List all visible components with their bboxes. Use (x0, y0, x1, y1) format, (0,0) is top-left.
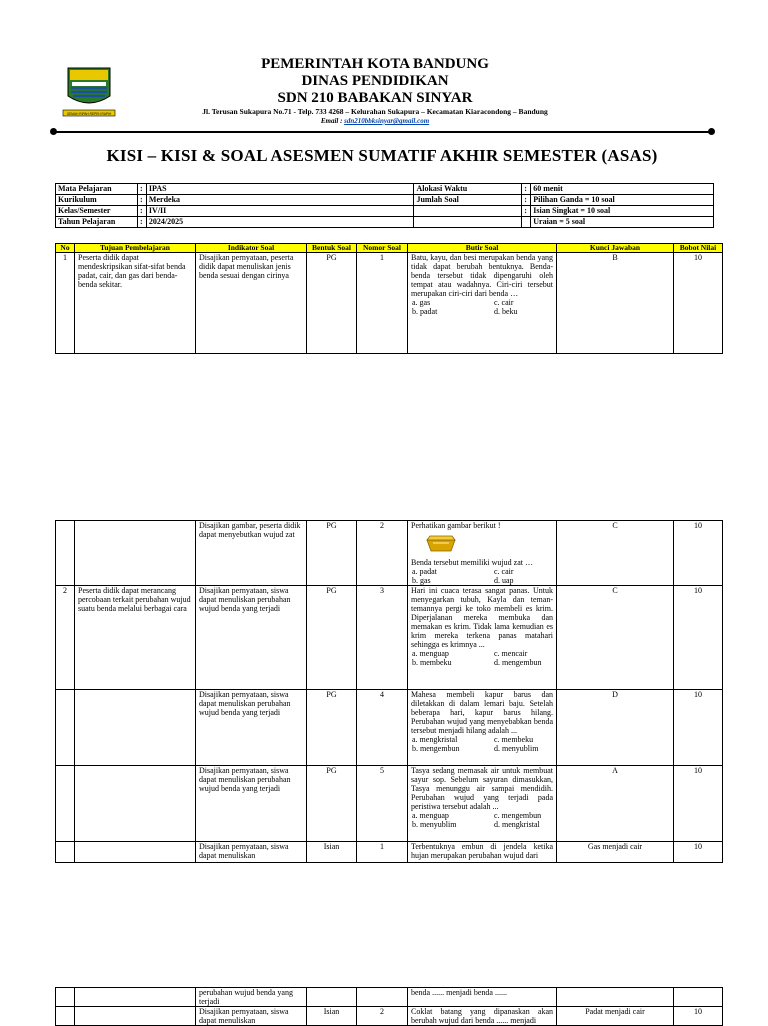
cell-butir (408, 1007, 557, 1026)
cell-nomor: 3 (357, 586, 408, 690)
cell-bentuk (307, 988, 357, 1007)
column-header: Butir Soal (408, 244, 557, 253)
option: a. gas (412, 298, 431, 307)
table-row (56, 521, 723, 586)
column-header: Indikator Soal (196, 244, 307, 253)
meta-sep: : (522, 184, 531, 195)
table-header-row (56, 244, 723, 253)
cell-bentuk: Isian (307, 1007, 357, 1026)
cell-kunci: B (557, 253, 674, 354)
cell-bentuk: PG (307, 690, 357, 766)
column-header: Kunci Jawaban (557, 244, 674, 253)
table-row (56, 1007, 723, 1026)
option: c. membeku (494, 735, 534, 744)
meta-row (56, 195, 714, 206)
meta-value: 60 menit (531, 184, 714, 195)
cell-indikator: Disajikan pernyataan, peserta didik dapat menuliskan jenis benda sesuai dengan cirinya (196, 253, 307, 354)
option: d. uap (494, 576, 514, 585)
cell-bentuk: PG (307, 766, 357, 842)
option: d. menyublim (494, 744, 539, 753)
meta-value: 2024/2025 (146, 217, 414, 228)
column-header: Nomor Soal (357, 244, 408, 253)
option: c. cair (494, 298, 514, 307)
cell-nomor (357, 988, 408, 1007)
cell-butir (408, 253, 557, 354)
cell-butir (408, 521, 557, 586)
meta-value: IV/II (146, 206, 414, 217)
butir-options (411, 811, 553, 829)
butir-text: Benda tersebut memiliki wujud zat … (411, 558, 533, 567)
cell-bentuk: PG (307, 253, 357, 354)
butir-text: benda ...... menjadi benda ...... (411, 988, 507, 997)
cell-nomor: 1 (357, 842, 408, 863)
header-rule (52, 131, 712, 133)
header-department: DINAS PENDIDIKAN (301, 73, 449, 89)
cell-butir (408, 842, 557, 863)
cell-kunci (557, 988, 674, 1007)
meta-table (55, 183, 714, 228)
meta-sep: : (137, 206, 146, 217)
cell-indikator: Disajikan pernyataan, siswa dapat menuliskan (196, 1007, 307, 1026)
cell-no (56, 988, 75, 1007)
meta-row (56, 206, 714, 217)
cell-bentuk: PG (307, 521, 357, 586)
cell-nomor: 4 (357, 690, 408, 766)
cell-no: 2 (56, 586, 75, 690)
table-row (56, 690, 723, 766)
cell-butir (408, 766, 557, 842)
cell-kunci: Padat menjadi cair (557, 1007, 674, 1026)
cell-butir (408, 690, 557, 766)
option: b. membeku (412, 658, 452, 667)
option: a. padat (412, 567, 437, 576)
option: c. mengembun (494, 811, 542, 820)
meta-sep: : (522, 206, 531, 217)
meta-sep: : (137, 195, 146, 206)
cell-tujuan (75, 521, 196, 586)
cell-kunci: C (557, 521, 674, 586)
meta-key: Tahun Pelajaran (56, 217, 138, 228)
meta-key: Kurikulum (56, 195, 138, 206)
butir-text: Terbentuknya embun di jendela ketika hujan merupakan perubahan wujud dari (411, 842, 553, 860)
meta-key: Jumlah Soal (414, 195, 522, 206)
column-header: Bentuk Soal (307, 244, 357, 253)
meta-value: Merdeka (146, 195, 414, 206)
cell-no (56, 521, 75, 586)
cell-indikator: Disajikan pernyataan, siswa dapat menuliskan perubahan wujud benda yang terjadi (196, 586, 307, 690)
column-header: No (56, 244, 75, 253)
meta-key: Kelas/Semester (56, 206, 138, 217)
meta-sep: : (522, 195, 531, 206)
meta-sep: : (137, 184, 146, 195)
option: b. padat (412, 307, 438, 316)
option: a. menguap (412, 811, 449, 820)
option: b. gas (412, 576, 431, 585)
svg-text:GEMAH RIPAH REPEH RAPIH: GEMAH RIPAH REPEH RAPIH (66, 112, 112, 116)
butir-text: Batu, kayu, dan besi merupakan benda yang tidak dapat berubah bentuknya. Benda-benda tersebut tidak dipengaruhi oleh tempat atau wadahnya. Ciri-ciri tersebut merupakan ciri-ciri dari benda … (411, 253, 553, 298)
option: a. menguap (412, 649, 449, 658)
meta-key: Mata Pelajaran (56, 184, 138, 195)
cell-indikator: Disajikan pernyataan, siswa dapat menuliskan (196, 842, 307, 863)
gold-bar-image (423, 532, 459, 554)
butir-text: Mahesa membeli kapur barus dan diletakkan di dalam lemari baju. Setelah beberapa hari, kapur barus hilang. Perubahan wujud yang menyebabkan benda tersebut menjadi hilang adalah ... (411, 690, 553, 735)
cell-bobot (674, 988, 723, 1007)
option: d. mengembun (494, 658, 542, 667)
butir-options (411, 567, 553, 585)
cell-bobot: 10 (674, 586, 723, 690)
kisi-table-page2 (55, 520, 723, 863)
cell-bentuk: Isian (307, 842, 357, 863)
butir-intro: Perhatikan gambar berikut ! (411, 521, 501, 530)
table-row (56, 988, 723, 1007)
cell-nomor: 5 (357, 766, 408, 842)
cell-kunci: C (557, 586, 674, 690)
table-row (56, 253, 723, 354)
cell-butir (408, 988, 557, 1007)
table-row (56, 586, 723, 690)
meta-value: Isian Singkat = 10 soal (531, 206, 714, 217)
table-row (56, 766, 723, 842)
butir-options (411, 735, 553, 753)
option: b. menyublim (412, 820, 457, 829)
meta-key (414, 217, 522, 228)
cell-no (56, 766, 75, 842)
cell-bobot: 10 (674, 766, 723, 842)
cell-no (56, 842, 75, 863)
cell-bobot: 10 (674, 1007, 723, 1026)
cell-bentuk: PG (307, 586, 357, 690)
meta-row (56, 217, 714, 228)
butir-text: Coklat batang yang dipanaskan akan berubah wujud dari benda ...... menjadi (411, 1007, 553, 1025)
header-school: SDN 210 BABAKAN SINYAR (277, 90, 473, 106)
cell-kunci: A (557, 766, 674, 842)
cell-kunci: D (557, 690, 674, 766)
cell-bobot: 10 (674, 842, 723, 863)
kisi-table-page1 (55, 243, 723, 354)
column-header: Tujuan Pembelajaran (75, 244, 196, 253)
option: d. mengkristal (494, 820, 540, 829)
cell-tujuan (75, 842, 196, 863)
cell-indikator: perubahan wujud benda yang terjadi (196, 988, 307, 1007)
option: a. mengkristal (412, 735, 458, 744)
meta-row (56, 184, 714, 195)
option: d. beku (494, 307, 518, 316)
cell-bobot: 10 (674, 521, 723, 586)
cell-tujuan (75, 988, 196, 1007)
header-government: PEMERINTAH KOTA BANDUNG (261, 56, 489, 72)
header-email-line (130, 117, 620, 125)
meta-value: Pilihan Ganda = 10 soal (531, 195, 714, 206)
cell-nomor: 2 (357, 1007, 408, 1026)
cell-no (56, 1007, 75, 1026)
cell-tujuan (75, 690, 196, 766)
cell-tujuan: Peserta didik dapat mendeskripsikan sifat-sifat benda padat, cair, dan gas dari benda-benda sekitar. (75, 253, 196, 354)
cell-no: 1 (56, 253, 75, 354)
cell-bobot: 10 (674, 690, 723, 766)
option: c. mencair (494, 649, 528, 658)
meta-sep: : (137, 217, 146, 228)
butir-options (411, 649, 553, 667)
butir-text: Tasya sedang memasak air untuk membuat sayur sop. Sebelum sayuran dimasukkan, Tasya menunggu air sampai mendidih. Perubahan wujud yang terjadi pada peristiwa tersebut adalah ... (411, 766, 553, 811)
option: b. mengembun (412, 744, 460, 753)
butir-options (411, 298, 553, 316)
meta-key: Alokasi Waktu (414, 184, 522, 195)
meta-sep (522, 217, 531, 228)
meta-value: Uraian = 5 soal (531, 217, 714, 228)
meta-value: IPAS (146, 184, 414, 195)
cell-nomor: 2 (357, 521, 408, 586)
cell-butir (408, 586, 557, 690)
cell-tujuan: Peserta didik dapat merancang percobaan terkait perubahan wujud suatu benda melalui berbagai cara (75, 586, 196, 690)
cell-tujuan (75, 766, 196, 842)
cell-kunci: Gas menjadi cair (557, 842, 674, 863)
cell-no (56, 690, 75, 766)
header-address: Jl. Terusan Sukapura No.71 - Telp. 733 4268 – Kelurahan Sukapura – Kecamatan Kiaracondong – Bandung (202, 107, 548, 116)
cell-indikator: Disajikan gambar, peserta didik dapat menyebutkan wujud zat (196, 521, 307, 586)
cell-indikator: Disajikan pernyataan, siswa dapat menuliskan perubahan wujud benda yang terjadi (196, 766, 307, 842)
cell-tujuan (75, 1007, 196, 1026)
option: c. cair (494, 567, 514, 576)
kisi-table-page3 (55, 987, 723, 1026)
email-link[interactable]: sdn210bbksinyar@gmail.com (344, 117, 430, 125)
butir-text: Hari ini cuaca terasa sangat panas. Untuk menyegarkan tubuh, Kayla dan teman-temannya pergi ke toko membeli es krim. Diperjalanan mereka membuka dan memakan es krim. Tidak lama kemudian es krim mereka terkena panas matahari sehingga es krimnya ... (411, 586, 553, 649)
cell-indikator: Disajikan pernyataan, siswa dapat menuliskan perubahan wujud benda yang terjadi (196, 690, 307, 766)
cell-bobot: 10 (674, 253, 723, 354)
meta-key (414, 206, 522, 217)
table-row (56, 842, 723, 863)
column-header: Bobot Nilai (674, 244, 723, 253)
city-logo (62, 66, 116, 120)
rule-dot-right (708, 128, 715, 135)
cell-nomor: 1 (357, 253, 408, 354)
document-title: KISI – KISI & SOAL ASESMEN SUMATIF AKHIR SEMESTER (ASAS) (106, 146, 658, 165)
email-label: Email : (320, 117, 343, 125)
